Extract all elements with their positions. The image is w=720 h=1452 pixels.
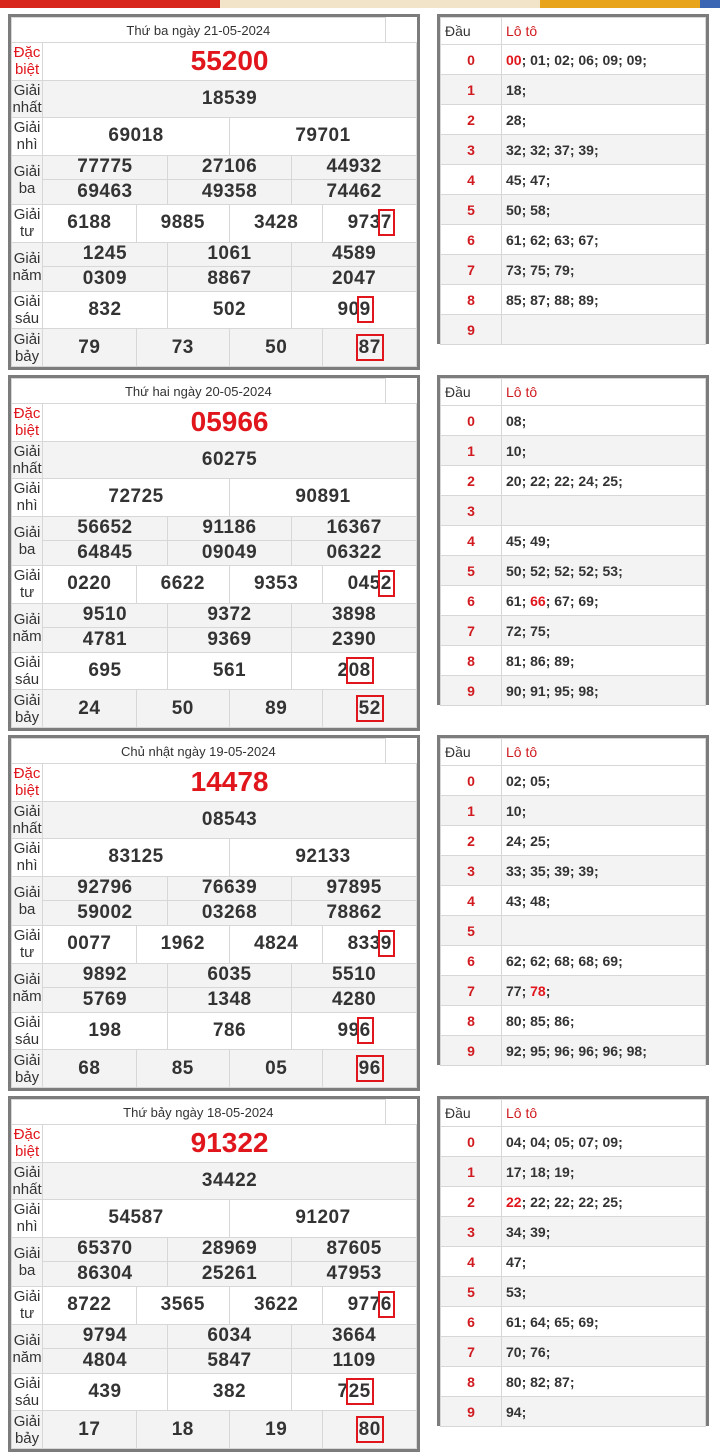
first-prize: 08543 xyxy=(43,801,417,839)
third-prize: 27106 xyxy=(167,155,292,180)
seventh-prize: 50 xyxy=(136,690,229,728)
label-fourth: Giải tư xyxy=(12,204,43,242)
loto-head-digit: 3 xyxy=(441,135,502,165)
label-third: Giải ba xyxy=(12,876,43,925)
fifth-prize: 2390 xyxy=(292,628,417,653)
loto-head-digit: 4 xyxy=(441,526,502,556)
loto-head-digit: 2 xyxy=(441,105,502,135)
third-prize: 69463 xyxy=(43,180,168,205)
tail-highlight xyxy=(359,698,381,719)
loto-head-digit: 9 xyxy=(441,676,502,706)
loto-head-digit: 0 xyxy=(441,45,502,75)
label-fifth: Giải năm xyxy=(12,963,43,1012)
loto-head-digit: 2 xyxy=(441,466,502,496)
loto-head-digit: 4 xyxy=(441,1247,502,1277)
label-fifth: Giải năm xyxy=(12,1324,43,1373)
loto-head-digit: 9 xyxy=(441,1397,502,1427)
loto-values xyxy=(502,1187,706,1217)
special-prize: 91322 xyxy=(43,1125,417,1163)
third-prize: 91186 xyxy=(167,516,292,541)
fourth-prize: 0077 xyxy=(43,925,136,963)
loto-head-digit: 6 xyxy=(441,1307,502,1337)
sixth-prize-head: 7 xyxy=(337,1381,349,1403)
loto-values xyxy=(502,586,706,616)
loto-values xyxy=(502,976,706,1006)
fourth-prize: 4824 xyxy=(229,925,322,963)
label-second: Giải nhì xyxy=(12,1200,43,1238)
fifth-prize: 5769 xyxy=(43,988,168,1013)
loto-head-digit: 6 xyxy=(441,586,502,616)
third-prize: 09049 xyxy=(167,541,292,566)
fifth-prize: 4804 xyxy=(43,1349,168,1374)
third-prize: 49358 xyxy=(167,180,292,205)
tail-highlight xyxy=(349,660,371,681)
fourth-prize-head: 045 xyxy=(347,573,381,595)
fifth-prize: 9369 xyxy=(167,628,292,653)
loto-table xyxy=(437,1096,709,1426)
fourth-prize: 6622 xyxy=(136,565,229,603)
fifth-prize: 3898 xyxy=(292,603,417,628)
fifth-prize: 9794 xyxy=(43,1324,168,1349)
third-prize: 28969 xyxy=(167,1237,292,1262)
banner-button-segment xyxy=(540,0,700,8)
special-prize: 14478 xyxy=(43,764,417,802)
loto-value-special: 66 xyxy=(530,592,546,609)
sixth-prize-head: 2 xyxy=(337,660,349,682)
label-first: Giải nhất xyxy=(12,802,42,837)
label-sixth: Giải sáu xyxy=(12,1012,43,1050)
sixth-prize: 198 xyxy=(43,1012,168,1050)
seventh-prize-tail: 7 xyxy=(369,336,381,358)
tail-highlight: 6 xyxy=(380,1294,392,1316)
loto-head-digit: 8 xyxy=(441,285,502,315)
loto-values: 72; 75; xyxy=(502,616,706,646)
second-prize: 72725 xyxy=(43,479,230,517)
third-prize: 06322 xyxy=(292,541,417,566)
loto-head-digit: 1 xyxy=(441,75,502,105)
seventh-prize xyxy=(323,1050,417,1088)
fifth-prize: 4280 xyxy=(292,988,417,1013)
loto-head-digit: 9 xyxy=(441,315,502,345)
loto-head-digit: 1 xyxy=(441,796,502,826)
sixth-prize xyxy=(292,291,417,329)
loto-values-label: Lô tô xyxy=(502,739,706,766)
sixth-prize-head: 99 xyxy=(337,1020,360,1042)
label-second: Giải nhì xyxy=(12,839,43,877)
draw-date: Thứ ba ngày 21-05-2024 xyxy=(12,18,386,43)
tail-highlight xyxy=(359,1419,381,1440)
third-prize: 97895 xyxy=(292,876,417,901)
tail-highlight: 6 xyxy=(359,1020,371,1042)
sixth-prize: 695 xyxy=(43,652,168,690)
label-third: Giải ba xyxy=(12,155,43,204)
seventh-prize-head: 8 xyxy=(358,1418,370,1440)
second-prize: 54587 xyxy=(43,1200,230,1238)
loto-head-label: Đầu xyxy=(441,739,502,766)
fifth-prize: 9892 xyxy=(43,963,168,988)
fifth-prize: 8867 xyxy=(167,267,292,292)
label-seventh: Giải bảy xyxy=(12,1050,43,1088)
seventh-prize-head: 8 xyxy=(358,336,370,358)
loto-head-digit: 5 xyxy=(441,916,502,946)
draw-block xyxy=(0,1096,720,1452)
seventh-prize-tail: 6 xyxy=(369,1057,381,1079)
sixth-prize xyxy=(292,1373,417,1411)
loto-head-digit: 0 xyxy=(441,766,502,796)
label-first: Giải nhất xyxy=(12,81,42,116)
seventh-prize: 18 xyxy=(136,1411,229,1449)
label-seventh: Giải bảy xyxy=(12,690,43,728)
loto-head-digit: 1 xyxy=(441,436,502,466)
loto-values: 43; 48; xyxy=(502,886,706,916)
loto-values xyxy=(502,496,706,526)
loto-values: 50; 52; 52; 52; 53; xyxy=(502,556,706,586)
fifth-prize: 5510 xyxy=(292,963,417,988)
seventh-prize: 24 xyxy=(43,690,136,728)
fifth-prize: 1109 xyxy=(292,1349,417,1374)
loto-values: 08; xyxy=(502,406,706,436)
label-special: Đặc biệt xyxy=(12,43,43,81)
label-sixth: Giải sáu xyxy=(12,1373,43,1411)
fifth-prize: 6034 xyxy=(167,1324,292,1349)
third-prize: 86304 xyxy=(43,1262,168,1287)
fourth-prize: 8722 xyxy=(43,1286,136,1324)
loto-head-digit: 7 xyxy=(441,976,502,1006)
sixth-prize xyxy=(292,1012,417,1050)
first-prize: 34422 xyxy=(43,1162,417,1200)
seventh-prize: 05 xyxy=(229,1050,322,1088)
fifth-prize: 4589 xyxy=(292,242,417,267)
loto-values: 10; xyxy=(502,436,706,466)
seventh-prize: 89 xyxy=(229,690,322,728)
loto-values-label: Lô tô xyxy=(502,379,706,406)
loto-head-digit: 2 xyxy=(441,826,502,856)
loto-value: ; 22; 22; 22; 25; xyxy=(521,1193,623,1210)
label-fifth: Giải năm xyxy=(12,603,43,652)
loto-head-digit: 8 xyxy=(441,1367,502,1397)
result-table xyxy=(8,375,420,731)
loto-head-digit: 6 xyxy=(441,946,502,976)
loto-values: 18; xyxy=(502,75,706,105)
draw-block xyxy=(0,735,720,1091)
loto-value: ; 01; 02; 06; 09; 09; xyxy=(521,51,647,68)
loto-head-digit: 4 xyxy=(441,165,502,195)
third-prize: 64845 xyxy=(43,541,168,566)
sixth-prize-tail: 5 xyxy=(359,1381,371,1403)
third-prize: 44932 xyxy=(292,155,417,180)
fifth-prize: 0309 xyxy=(43,267,168,292)
seventh-prize: 17 xyxy=(43,1411,136,1449)
second-prize: 90891 xyxy=(229,479,416,517)
label-second: Giải nhì xyxy=(12,118,43,156)
seventh-prize: 79 xyxy=(43,329,136,367)
seventh-prize-tail: 0 xyxy=(369,1418,381,1440)
loto-head-label: Đầu xyxy=(441,18,502,45)
fourth-prize-head: 973 xyxy=(347,212,381,234)
fifth-prize: 4781 xyxy=(43,628,168,653)
sixth-prize: 382 xyxy=(167,1373,292,1411)
fifth-prize: 1245 xyxy=(43,242,168,267)
label-third: Giải ba xyxy=(12,1237,43,1286)
tail-highlight: 9 xyxy=(380,933,392,955)
third-prize: 47953 xyxy=(292,1262,417,1287)
fourth-prize-head: 833 xyxy=(347,933,381,955)
loto-head-digit: 3 xyxy=(441,496,502,526)
loto-value: 77; xyxy=(506,982,531,999)
loto-values: 17; 18; 19; xyxy=(502,1157,706,1187)
loto-values: 61; 64; 65; 69; xyxy=(502,1307,706,1337)
loto-head-digit: 4 xyxy=(441,886,502,916)
loto-head-digit: 8 xyxy=(441,646,502,676)
loto-head-digit: 5 xyxy=(441,1277,502,1307)
fourth-prize: 6188 xyxy=(43,204,136,242)
loto-values: 62; 62; 68; 68; 69; xyxy=(502,946,706,976)
top-banner-strip xyxy=(0,0,720,8)
banner-logo-segment xyxy=(0,0,220,8)
fourth-prize: 0220 xyxy=(43,565,136,603)
third-prize: 78862 xyxy=(292,901,417,926)
loto-values: 94; xyxy=(502,1397,706,1427)
loto-head-digit: 0 xyxy=(441,1127,502,1157)
first-prize: 60275 xyxy=(43,441,417,479)
second-prize: 92133 xyxy=(229,839,416,877)
second-prize: 83125 xyxy=(43,839,230,877)
loto-value: ; 67; 69; xyxy=(545,592,599,609)
label-fourth: Giải tư xyxy=(12,1286,43,1324)
label-fifth: Giải năm xyxy=(12,242,43,291)
fourth-prize xyxy=(323,1286,417,1324)
tail-highlight xyxy=(349,1381,371,1402)
loto-values: 04; 04; 05; 07; 09; xyxy=(502,1127,706,1157)
third-prize: 16367 xyxy=(292,516,417,541)
seventh-prize xyxy=(323,690,417,728)
seventh-prize: 19 xyxy=(229,1411,322,1449)
fourth-prize: 9353 xyxy=(229,565,322,603)
third-prize: 65370 xyxy=(43,1237,168,1262)
loto-head-label: Đầu xyxy=(441,379,502,406)
seventh-prize: 85 xyxy=(136,1050,229,1088)
second-prize: 69018 xyxy=(43,118,230,156)
loto-values: 45; 49; xyxy=(502,526,706,556)
label-sixth: Giải sáu xyxy=(12,652,43,690)
loto-head-digit: 5 xyxy=(441,556,502,586)
label-fourth: Giải tư xyxy=(12,565,43,603)
loto-head-digit: 8 xyxy=(441,1006,502,1036)
second-prize: 79701 xyxy=(229,118,416,156)
banner-edge-segment xyxy=(700,0,720,8)
label-special: Đặc biệt xyxy=(12,764,43,802)
sixth-prize: 502 xyxy=(167,291,292,329)
loto-value: 61; xyxy=(506,592,531,609)
fifth-prize: 1061 xyxy=(167,242,292,267)
sixth-prize: 786 xyxy=(167,1012,292,1050)
loto-table xyxy=(437,14,709,344)
draw-block xyxy=(0,14,720,370)
loto-values: 34; 39; xyxy=(502,1217,706,1247)
label-special: Đặc biệt xyxy=(12,1125,43,1163)
label-special: Đặc biệt xyxy=(12,404,43,442)
loto-values xyxy=(502,45,706,75)
fourth-prize: 1962 xyxy=(136,925,229,963)
first-prize: 18539 xyxy=(43,80,417,118)
fourth-prize: 3622 xyxy=(229,1286,322,1324)
loto-values: 85; 87; 88; 89; xyxy=(502,285,706,315)
sixth-prize: 832 xyxy=(43,291,168,329)
fifth-prize: 3664 xyxy=(292,1324,417,1349)
loto-values: 73; 75; 79; xyxy=(502,255,706,285)
loto-values: 70; 76; xyxy=(502,1337,706,1367)
third-prize: 77775 xyxy=(43,155,168,180)
loto-values: 10; xyxy=(502,796,706,826)
loto-head-digit: 7 xyxy=(441,616,502,646)
seventh-prize xyxy=(323,329,417,367)
seventh-prize xyxy=(323,1411,417,1449)
loto-values-label: Lô tô xyxy=(502,18,706,45)
loto-head-digit: 7 xyxy=(441,255,502,285)
fourth-prize: 9885 xyxy=(136,204,229,242)
label-seventh: Giải bảy xyxy=(12,329,43,367)
loto-value: ; xyxy=(545,982,551,999)
fifth-prize: 9372 xyxy=(167,603,292,628)
third-prize: 59002 xyxy=(43,901,168,926)
seventh-prize: 73 xyxy=(136,329,229,367)
seventh-prize-tail: 2 xyxy=(369,697,381,719)
loto-values: 28; xyxy=(502,105,706,135)
fourth-prize-head: 977 xyxy=(347,1294,381,1316)
loto-head-digit: 3 xyxy=(441,856,502,886)
loto-value-special: 78 xyxy=(530,982,546,999)
third-prize: 03268 xyxy=(167,901,292,926)
loto-values: 20; 22; 22; 24; 25; xyxy=(502,466,706,496)
seventh-prize: 68 xyxy=(43,1050,136,1088)
fifth-prize: 5847 xyxy=(167,1349,292,1374)
special-prize: 05966 xyxy=(43,404,417,442)
tail-highlight: 9 xyxy=(359,299,371,321)
third-prize: 74462 xyxy=(292,180,417,205)
tail-highlight xyxy=(359,337,381,358)
loto-value-special: 22 xyxy=(506,1193,522,1210)
loto-values: 45; 47; xyxy=(502,165,706,195)
fifth-prize: 6035 xyxy=(167,963,292,988)
loto-head-digit: 7 xyxy=(441,1337,502,1367)
loto-head-digit: 3 xyxy=(441,1217,502,1247)
seventh-prize-head: 9 xyxy=(358,1057,370,1079)
fourth-prize xyxy=(323,925,417,963)
fifth-prize: 9510 xyxy=(43,603,168,628)
seventh-prize: 50 xyxy=(229,329,322,367)
loto-table xyxy=(437,375,709,705)
label-first: Giải nhất xyxy=(12,442,42,477)
loto-head-digit: 9 xyxy=(441,1036,502,1066)
special-prize: 55200 xyxy=(43,43,417,81)
loto-values: 47; xyxy=(502,1247,706,1277)
loto-head-digit: 2 xyxy=(441,1187,502,1217)
sixth-prize-mid: 0 xyxy=(348,660,360,682)
loto-head-digit: 1 xyxy=(441,1157,502,1187)
loto-values: 61; 62; 63; 67; xyxy=(502,225,706,255)
loto-values: 50; 58; xyxy=(502,195,706,225)
third-prize: 76639 xyxy=(167,876,292,901)
draw-date: Thứ hai ngày 20-05-2024 xyxy=(12,379,386,404)
result-table xyxy=(8,1096,420,1452)
loto-head-label: Đầu xyxy=(441,1100,502,1127)
loto-value-special: 00 xyxy=(506,51,522,68)
loto-values: 80; 85; 86; xyxy=(502,1006,706,1036)
seventh-prize-head: 5 xyxy=(358,697,370,719)
third-prize: 92796 xyxy=(43,876,168,901)
tail-highlight xyxy=(359,1058,381,1079)
loto-values: 24; 25; xyxy=(502,826,706,856)
loto-table xyxy=(437,735,709,1065)
loto-values: 81; 86; 89; xyxy=(502,646,706,676)
loto-head-digit: 6 xyxy=(441,225,502,255)
label-second: Giải nhì xyxy=(12,479,43,517)
label-sixth: Giải sáu xyxy=(12,291,43,329)
label-first: Giải nhất xyxy=(12,1163,42,1198)
label-third: Giải ba xyxy=(12,516,43,565)
fourth-prize: 3428 xyxy=(229,204,322,242)
loto-values: 32; 32; 37; 39; xyxy=(502,135,706,165)
loto-values: 33; 35; 39; 39; xyxy=(502,856,706,886)
fourth-prize: 3565 xyxy=(136,1286,229,1324)
loto-values xyxy=(502,315,706,345)
fourth-prize xyxy=(323,204,417,242)
loto-values: 53; xyxy=(502,1277,706,1307)
third-prize: 56652 xyxy=(43,516,168,541)
draw-date: Thứ bảy ngày 18-05-2024 xyxy=(12,1100,386,1125)
tail-highlight: 2 xyxy=(380,573,392,595)
loto-values xyxy=(502,916,706,946)
result-table xyxy=(8,14,420,370)
loto-values: 90; 91; 95; 98; xyxy=(502,676,706,706)
sixth-prize-tail: 8 xyxy=(359,660,371,682)
sixth-prize-mid: 2 xyxy=(348,1381,360,1403)
third-prize: 87605 xyxy=(292,1237,417,1262)
loto-values: 92; 95; 96; 96; 96; 98; xyxy=(502,1036,706,1066)
fifth-prize: 1348 xyxy=(167,988,292,1013)
sixth-prize xyxy=(292,652,417,690)
fifth-prize: 2047 xyxy=(292,267,417,292)
sixth-prize: 439 xyxy=(43,1373,168,1411)
loto-head-digit: 5 xyxy=(441,195,502,225)
draw-date: Chủ nhật ngày 19-05-2024 xyxy=(12,739,386,764)
label-seventh: Giải bảy xyxy=(12,1411,43,1449)
fourth-prize xyxy=(323,565,417,603)
third-prize: 25261 xyxy=(167,1262,292,1287)
sixth-prize: 561 xyxy=(167,652,292,690)
sixth-prize-head: 90 xyxy=(337,299,360,321)
loto-values: 80; 82; 87; xyxy=(502,1367,706,1397)
second-prize: 91207 xyxy=(229,1200,416,1238)
tail-highlight: 7 xyxy=(380,212,392,234)
draw-block xyxy=(0,375,720,731)
loto-values-label: Lô tô xyxy=(502,1100,706,1127)
label-fourth: Giải tư xyxy=(12,925,43,963)
result-table xyxy=(8,735,420,1091)
loto-values: 02; 05; xyxy=(502,766,706,796)
loto-head-digit: 0 xyxy=(441,406,502,436)
